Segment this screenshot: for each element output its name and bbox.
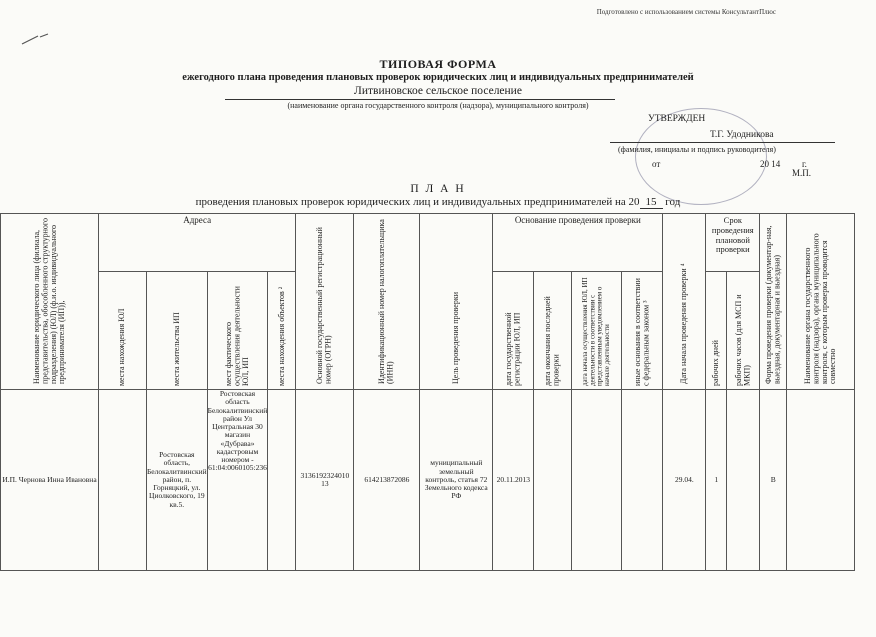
cell-ogrn: 313619232401013 (296, 390, 354, 571)
approval-label: УТВЕРЖДЕН (648, 114, 706, 124)
pen-mark-icon (20, 32, 50, 46)
header-addr-objects: места нахождения объектов ² (268, 272, 296, 390)
cell-basis-start (572, 390, 622, 571)
cell-basis-other (622, 390, 663, 571)
header-term-hours: рабочих часов (для МСП и МКП) (727, 272, 760, 390)
table-row (1, 390, 855, 571)
approval-year-suffix: г. (802, 159, 807, 169)
header-joint: Наименование органа государственного контроля (надзора), органа муниципального контроля, с которым проверка проводится совместно (787, 214, 855, 390)
approval-seal: М.П. (792, 168, 812, 178)
header-addr-ul: места нахождения ЮЛ (99, 272, 147, 390)
cell-term-hours (727, 390, 760, 571)
plan-subtitle (0, 196, 876, 208)
approval-year: 20 14 (760, 159, 781, 169)
header-name: Наименование юридического лица (филиала, представительства, обособленного структурного подразделения) (ЮЛ) (ф.и.о. индивидуального предпринимателя (ИП)), (1, 214, 99, 390)
signer-underline (610, 142, 835, 143)
form-title: ТИПОВАЯ ФОРМА (379, 57, 497, 71)
header-basis-reg: дата государственной регистрации ЮЛ, ИП (493, 272, 534, 390)
cell-addr-ip: Ростовская область, Белокалитвинский район, п. Горняцкий, ул. Циолковского, 19 кв.5. (147, 390, 208, 571)
header-term: Срок проведения плановой проверки (706, 214, 760, 272)
cell-inn: 614213872086 (354, 390, 420, 571)
header-addresses: Адреса (99, 214, 296, 272)
header-inn: Идентификационный номер налогоплательщика (ИНН) (354, 214, 420, 390)
organ-underline (225, 99, 615, 100)
header-addr-ip: места жительства ИП (147, 272, 208, 390)
approval-signer-caption: (фамилия, инициалы и подпись руководителя) (618, 145, 776, 154)
header-form: Форма проведения проверки (документар-ная, выездная, документарная и выездная) (760, 214, 787, 390)
cell-addr-objects (268, 390, 296, 571)
approval-signer: Т.Г. Удодникова (710, 130, 774, 140)
cell-basis-reg: 20.11.2013 (493, 390, 534, 571)
header-term-days: рабочих дней (706, 272, 727, 390)
cell-addr-ul (99, 390, 147, 571)
cell-form: В (760, 390, 787, 571)
header-basis: Основание проведения проверки (493, 214, 663, 272)
cell-joint (787, 390, 855, 571)
header-basis-last: дата окончания последней проверки (534, 272, 572, 390)
approval-date-prefix: от (652, 159, 661, 169)
header-ogrn: Основной государственный регистрационный номер (ОГРН) (296, 214, 354, 390)
cell-term-days: 1 (706, 390, 727, 571)
plan-title: П Л А Н (410, 183, 466, 195)
header-basis-other: иные основания в соответствии с федеральным законом ³ (622, 272, 663, 390)
consultant-note: Подготовлено с использованием системы КонсультантПлюс (596, 8, 776, 16)
form-subtitle: ежегодного плана проведения плановых проверок юридических лиц и индивидуальных предпринимателей (182, 72, 694, 83)
header-purpose: Цель проведения проверки (420, 214, 493, 390)
cell-start-date: 29.04. (663, 390, 706, 571)
cell-name: И.П. Чернова Инна Ивановна (1, 390, 99, 571)
header-addr-fact: мест фактического осуществления деятельности ЮЛ, ИП (207, 272, 268, 390)
header-basis-start: дата начала осуществления ЮЛ, ИП деятельности в соответствии с представленным уведомлением о начале деятельности (572, 272, 622, 390)
cell-purpose: муниципальный земельный контроль, статья 72 Земельного кодекса РФ (420, 390, 493, 571)
plan-subtitle-suffix: год (665, 196, 681, 208)
header-start-date: Дата начала проведения проверки ⁴ (663, 214, 706, 390)
inspection-plan-table (0, 213, 855, 571)
plan-year: 15 (640, 196, 663, 209)
organ-caption: (наименование органа государственного контроля (надзора), муниципального контроля) (287, 101, 589, 110)
cell-basis-last (534, 390, 572, 571)
cell-addr-fact: Ростовская область Белокалитвинский район Ул Центральная 30 магазин «Дубрава» кадастровым номером - 61:04:0060105:236 (207, 390, 268, 571)
plan-subtitle-prefix: проведения плановых проверок юридических лиц и индивидуальных предпринимателей на 20 (195, 196, 640, 208)
organ-name: Литвиновское сельское поселение (354, 85, 522, 97)
